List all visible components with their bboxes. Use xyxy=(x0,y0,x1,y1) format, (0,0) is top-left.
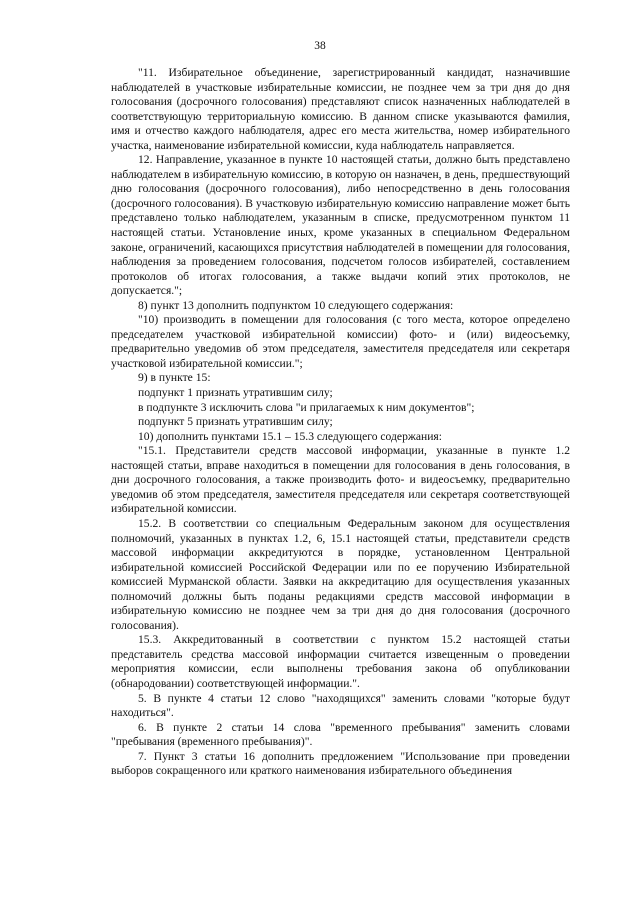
paragraph: 15.3. Аккредитованный в соответствии с пунктом 15.2 настоящей статьи представитель средства массовой информации считается извещенным о проведении мероприятия комиссии, если выполнены требования закона об опубликовании (обнародовании) соответствующей информации.". xyxy=(111,633,570,690)
paragraph: 5. В пункте 4 статьи 12 слово "находящихся" заменить словами "которые будут находиться". xyxy=(111,691,570,720)
paragraph: 9) в пункте 15: xyxy=(138,371,211,385)
paragraph: 8) пункт 13 дополнить подпунктом 10 следующего содержания: xyxy=(138,298,454,312)
paragraph: подпункт 1 признать утратившим силу; xyxy=(138,386,333,400)
document-body xyxy=(111,66,570,779)
paragraph: подпункт 5 признать утратившим силу; xyxy=(138,415,333,429)
paragraph: 10) дополнить пунктами 15.1 – 15.3 следующего содержания: xyxy=(138,429,442,443)
paragraph: "10) производить в помещении для голосования (с того места, которое определено председателем участковой избирательной комиссии) фото- и (или) видеосъемку, предварительно уведомив об этом председателя, заместителя председателя или секретаря участковой избирательной комиссии."; xyxy=(111,313,570,370)
paragraph: в подпункте 3 исключить слова "и прилагаемых к ним документов"; xyxy=(138,400,475,414)
paragraph: 6. В пункте 2 статьи 14 слова "временного пребывания" заменить словами "пребывания (временного пребывания)". xyxy=(111,720,570,749)
paragraph: 7. Пункт 3 статьи 16 дополнить предложением "Использование при проведении выборов сокращенного или краткого наименования избирательного объединения xyxy=(111,749,570,778)
paragraph: 12. Направление, указанное в пункте 10 настоящей статьи, должно быть представлено наблюдателем в избирательную комиссию, в которую он назначен, в день, предшествующий дню голосования (досрочного голосования), либо непосредственно в день голосования (досрочного голосования). В участковую избирательную комиссию направление может быть представлено только наблюдателем, указанным в списке, предусмотренном пунктом 11 настоящей статьи. Установление иных, кроме указанных в специальном Федеральном законе, ограничений, касающихся присутствия наблюдателей в помещении для голосования, наблюдения за проведением голосования, подсчетом голосов избирателей, составлением протоколов об итогах голосования, а также выдачи копий этих протоколов, не допускается."; xyxy=(111,153,570,298)
paragraph: 15.2. В соответствии со специальным Федеральным законом для осуществления полномочий, указанных в пунктах 1.2, 6, 15.1 настоящей статьи, представители средств массовой информации аккредитуются в порядке, установленном Центральной избирательной комиссией Российской Федерации или по ее поручению Избирательной комиссией Мурманской области. Заявки на аккредитацию для осуществления указанных полномочий должны быть поданы редакциями средств массовой информации в избирательную комиссию не позднее чем за три дня до дня голосования (досрочного голосования). xyxy=(111,516,570,632)
paragraph: "11. Избирательное объединение, зарегистрированный кандидат, назначившие наблюдателей в участковые избирательные комиссии, не позднее чем за три дня до дня голосования (досрочного голосования) представляют список назначенных наблюдателей в соответствующую территориальную комиссию. В данном списке указываются фамилия, имя и отчество каждого наблюдателя, адрес его места жительства, номер избирательного участка, наименование избирательной комиссии, куда наблюдатель направляется. xyxy=(111,66,570,152)
paragraph: "15.1. Представители средств массовой информации, указанные в пункте 1.2 настоящей статьи, вправе находиться в помещении для голосования в день голосования, в дни досрочного голосования, а также производить фото- и видеосъемку, предварительно уведомив об этом председателя, заместителя председателя или секретаря соответствующей избирательной комиссии. xyxy=(111,444,570,516)
page-number: 38 xyxy=(314,40,326,52)
